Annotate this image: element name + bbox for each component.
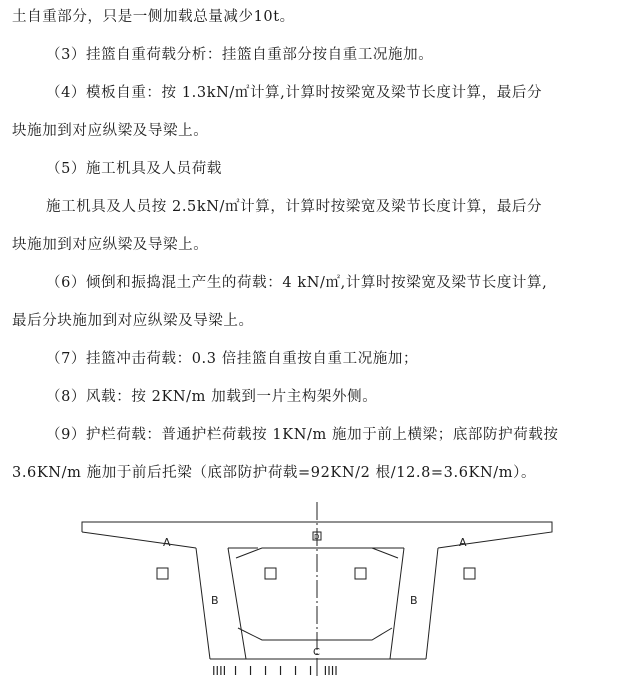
left-web-inner [228, 548, 246, 659]
right-web-inner [390, 548, 404, 659]
left-cantilever-underside [82, 532, 196, 548]
bottom-marks: IIII I I I I I I IIII [212, 664, 338, 678]
label-b-left: B [211, 594, 219, 607]
text-line-8: （6）倾倒和振捣混土产生的荷载：4 kN/㎡,计算时按梁宽及梁节长度计算, [46, 275, 548, 291]
text-line-4: 块施加到对应纵梁及导梁上。 [12, 123, 209, 139]
box-girder-cross-section-diagram [0, 492, 617, 684]
label-d: D [314, 533, 320, 541]
text-line-6: 施工机具及人员按 2.5kN/㎡计算，计算时按梁宽及梁节长度计算，最后分 [46, 199, 543, 215]
square-3 [355, 568, 366, 579]
right-web-outer [426, 548, 438, 659]
square-1 [157, 568, 168, 579]
text-line-12: （9）护栏荷载：普通护栏荷载按 1KN/m 施加于前上横梁；底部防护荷载按 [46, 427, 559, 443]
label-b-right: B [410, 594, 418, 607]
text-line-11: （8）风载：按 2KN/m 加载到一片主构架外侧。 [46, 389, 378, 405]
text-line-7: 块施加到对应纵梁及导梁上。 [12, 237, 209, 253]
text-line-5: （5）施工机具及人员荷载 [46, 161, 222, 177]
text-line-2: （3）挂篮自重荷载分析：挂篮自重部分按自重工况施加。 [46, 47, 434, 63]
label-c: C [313, 647, 320, 658]
label-a-left: A [163, 536, 171, 549]
void-bottom [238, 628, 392, 640]
square-2 [265, 568, 276, 579]
left-web-outer [196, 548, 210, 659]
label-a-right: A [459, 536, 467, 549]
text-line-3: （4）模板自重：按 1.3kN/㎡计算,计算时按梁宽及梁节长度计算，最后分 [46, 85, 543, 101]
text-line-9: 最后分块施加到对应纵梁及导梁上。 [12, 313, 254, 329]
text-line-1: 土自重部分，只是一侧加载总量减少10t。 [12, 9, 295, 25]
square-4 [464, 568, 475, 579]
text-line-10: （7）挂篮冲击荷载：0.3 倍挂篮自重按自重工况施加； [46, 351, 419, 367]
text-line-13: 3.6KN/m 施加于前后托梁（底部防护荷载=92KN/2 根/12.8=3.6KN/m）。 [12, 465, 537, 481]
